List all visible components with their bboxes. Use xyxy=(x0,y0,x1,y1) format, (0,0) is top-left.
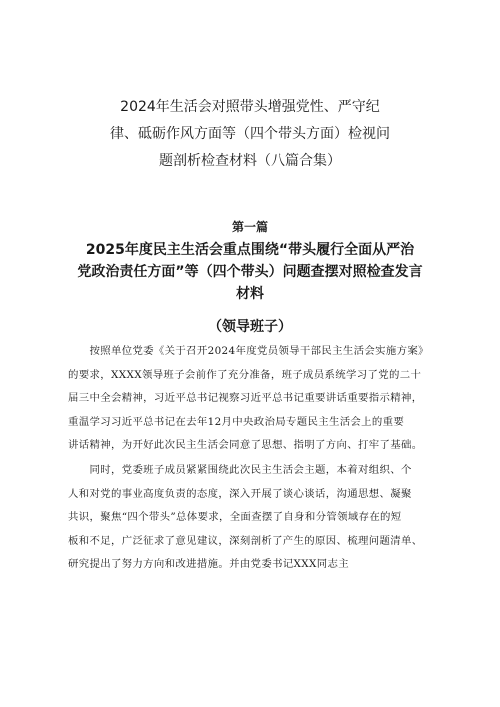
chapter-title xyxy=(44,239,456,305)
paragraph-line: 届三中全会精神，习近平总书记视察习近平总书记重要讲话重要指示精神， xyxy=(68,392,423,404)
paragraph-line: 按照单位党委《关于召开2024年度党员领导干部民主生活会实施方案》 xyxy=(68,345,429,357)
document-title xyxy=(60,94,440,175)
document-title-line: 题剖析检查材料（八篇合集） xyxy=(159,153,341,169)
paragraph-line: 板和不足，广泛征求了意见建议，深刻剖析了产生的原因、梳理问题清单、 xyxy=(68,534,423,547)
chapter-label: 第一篇 xyxy=(231,220,268,234)
chapter-title-line: 2025年度民主生活会重点围绕“带头履行全面从严治 xyxy=(85,242,415,258)
paragraph-line: 重温学习习近平总书记在去年12月中央政治局专题民主生活会上的重要 xyxy=(68,415,405,428)
paragraph-line: 同时，党委班子成员紧紧围绕此次民主生活会主题，本着对组织、个 xyxy=(68,464,412,476)
paragraph-line: 讲话精神，为开好此次民主生活会同意了思想、指明了方向、打牢了基础。 xyxy=(68,439,423,451)
body-paragraph-2 xyxy=(68,459,448,577)
document-title-line: 律、砥砺作风方面等（四个带头方面）检视问 xyxy=(110,126,390,142)
paragraph-line: 人和对党的事业高度负责的态度，深入开展了谈心谈话，沟通思想、凝聚 xyxy=(68,487,412,500)
document-title-line: 2024年生活会对照带头增强党性、严守纪 xyxy=(120,99,380,115)
body-paragraph-1 xyxy=(68,340,448,458)
paragraph-line: 共识，聚焦“四个带头”总体要求，全面查摆了自身和分管领域存在的短 xyxy=(68,511,402,523)
paragraph-line: 研究提出了努力方向和改进措施。并由党委书记XXX同志主 xyxy=(68,558,350,570)
chapter-subtitle: （领导班子） xyxy=(208,319,292,335)
chapter-title-line: 材料 xyxy=(236,286,264,302)
chapter-title-line: 党政治责任方面”等（四个带头）问题查摆对照检查发言 xyxy=(77,264,423,280)
paragraph-line: 的要求，XXXX领导班子会前作了充分准备，班子成员系统学习了党的二十 xyxy=(68,368,422,381)
